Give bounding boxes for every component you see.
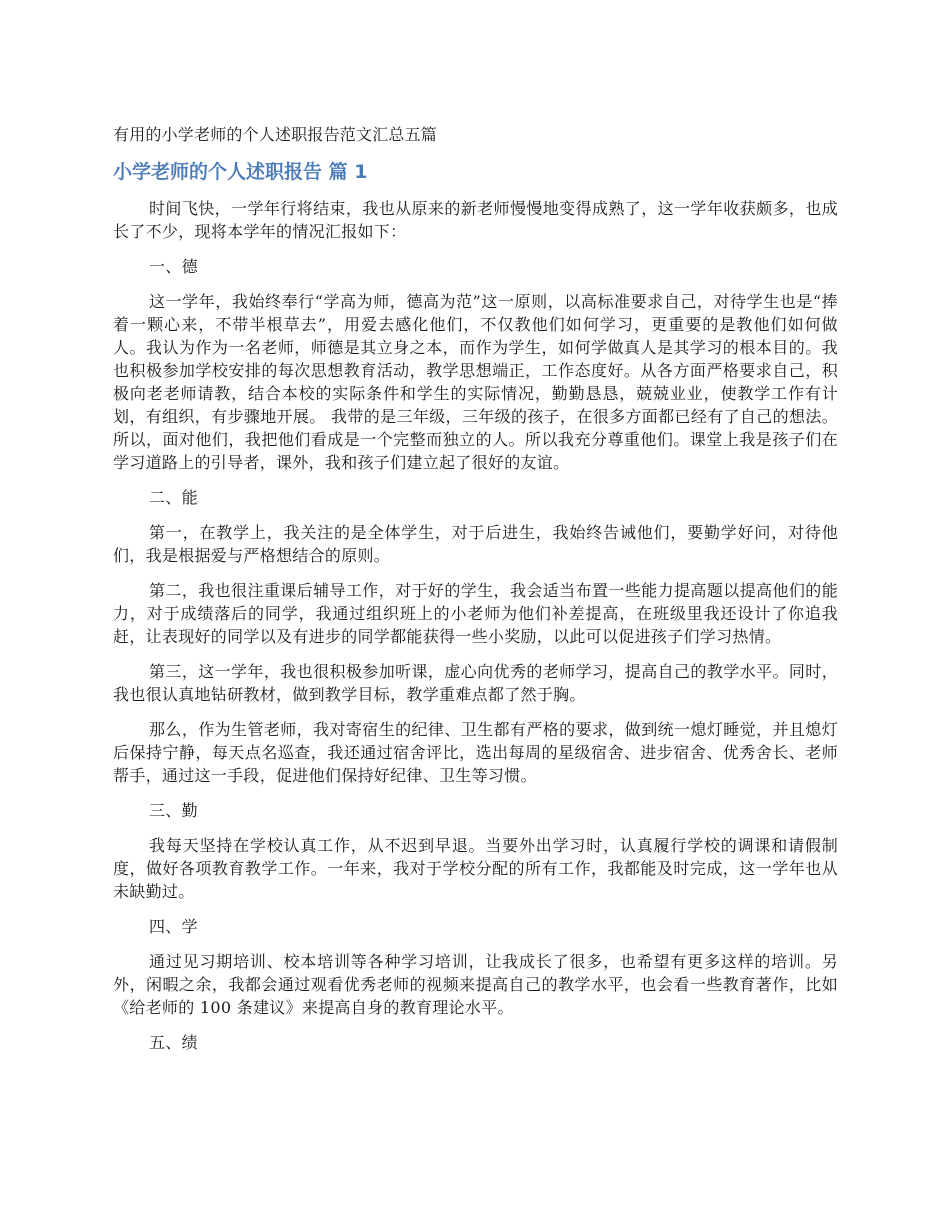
section-heading: 小学老师的个人述职报告 篇 1 xyxy=(113,161,368,183)
paragraph-neng-1: 第一，在教学上，我关注的是全体学生，对于后进生，我始终告诫他们，要勤学好问，对待他们，我是根据爱与严格想结合的原则。 xyxy=(113,523,838,565)
document-title: 有用的小学老师的个人述职报告范文汇总五篇 xyxy=(113,125,438,144)
paragraph-neng-4: 那么，作为生管老师，我对寄宿生的纪律、卫生都有严格的要求，做到统一熄灯睡觉，并且熄灯后保持宁静，每天点名巡查，我还通过宿舍评比，选出每周的星级宿舍、进步宿舍、优秀舍长、老师帮手，通过这一手段，促进他们保持好纪律、卫生等习惯。 xyxy=(113,720,838,785)
paragraph-neng-2: 第二，我也很注重课后辅导工作，对于好的学生，我会适当布置一些能力提高题以提高他们的能力，对于成绩落后的同学，我通过组织班上的小老师为他们补差提高，在班级里我还设计了你追我赶，让表现好的同学以及有进步的同学都能获得一些小奖励，以此可以促进孩子们学习热情。 xyxy=(113,581,838,646)
section-label-qin: 三、勤 xyxy=(149,801,198,820)
paragraph-xue-1: 通过见习期培训、校本培训等各种学习培训，让我成长了很多，也希望有更多这样的培训。另外，闲暇之余，我都会通过观看优秀老师的视频来提高自己的教学水平，也会看一些教育著作，比如《给老师的 100 条建议》来提高自身的教育理论水平。 xyxy=(113,952,838,1017)
section-label-de: 一、德 xyxy=(149,257,198,276)
section-label-ji: 五、绩 xyxy=(149,1033,198,1052)
section-label-neng: 二、能 xyxy=(149,488,198,507)
paragraph-neng-3: 第三，这一学年，我也很积极参加听课，虚心向优秀的老师学习，提高自己的教学水平。同时，我也很认真地钻研教材，做到教学目标，教学重难点都了然于胸。 xyxy=(113,662,838,704)
section-label-xue: 四、学 xyxy=(149,917,198,936)
paragraph-qin-1: 我每天坚持在学校认真工作，从不迟到早退。当要外出学习时，认真履行学校的调课和请假制度，做好各项教育教学工作。一年来，我对于学校分配的所有工作，我都能及时完成，这一学年也从未缺勤过。 xyxy=(113,836,838,901)
intro-paragraph: 时间飞快，一学年行将结束，我也从原来的新老师慢慢地变得成熟了，这一学年收获颇多，也成长了不少，现将本学年的情况汇报如下： xyxy=(113,199,838,241)
paragraph-de-1: 这一学年，我始终奉行“学高为师，德高为范”这一原则，以高标准要求自己，对待学生也是“捧着一颗心来，不带半根草去”，用爱去感化他们，不仅教他们如何学习，更重要的是教他们如何做人。我认为作为一名老师，师德是其立身之本，而作为学生，如何学做真人是其学习的根本目的。我也积极参加学校安排的每次思想教育活动，教学思想端正，工作态度好。从各方面严格要求自己，积极向老老师请教，结合本校的实际条件和学生的实际情况，勤勤恳恳，兢兢业业，使教学工作有计划，有组织，有步骤地开展。 我带的是三年级，三年级的孩子，在很多方面都已经有了自己的想法。所以，面对他们，我把他们看成是一个完整而独立的人。所以我充分尊重他们。课堂上我是孩子们在学习道路上的引导者，课外，我和孩子们建立起了很好的友谊。 xyxy=(113,292,838,472)
